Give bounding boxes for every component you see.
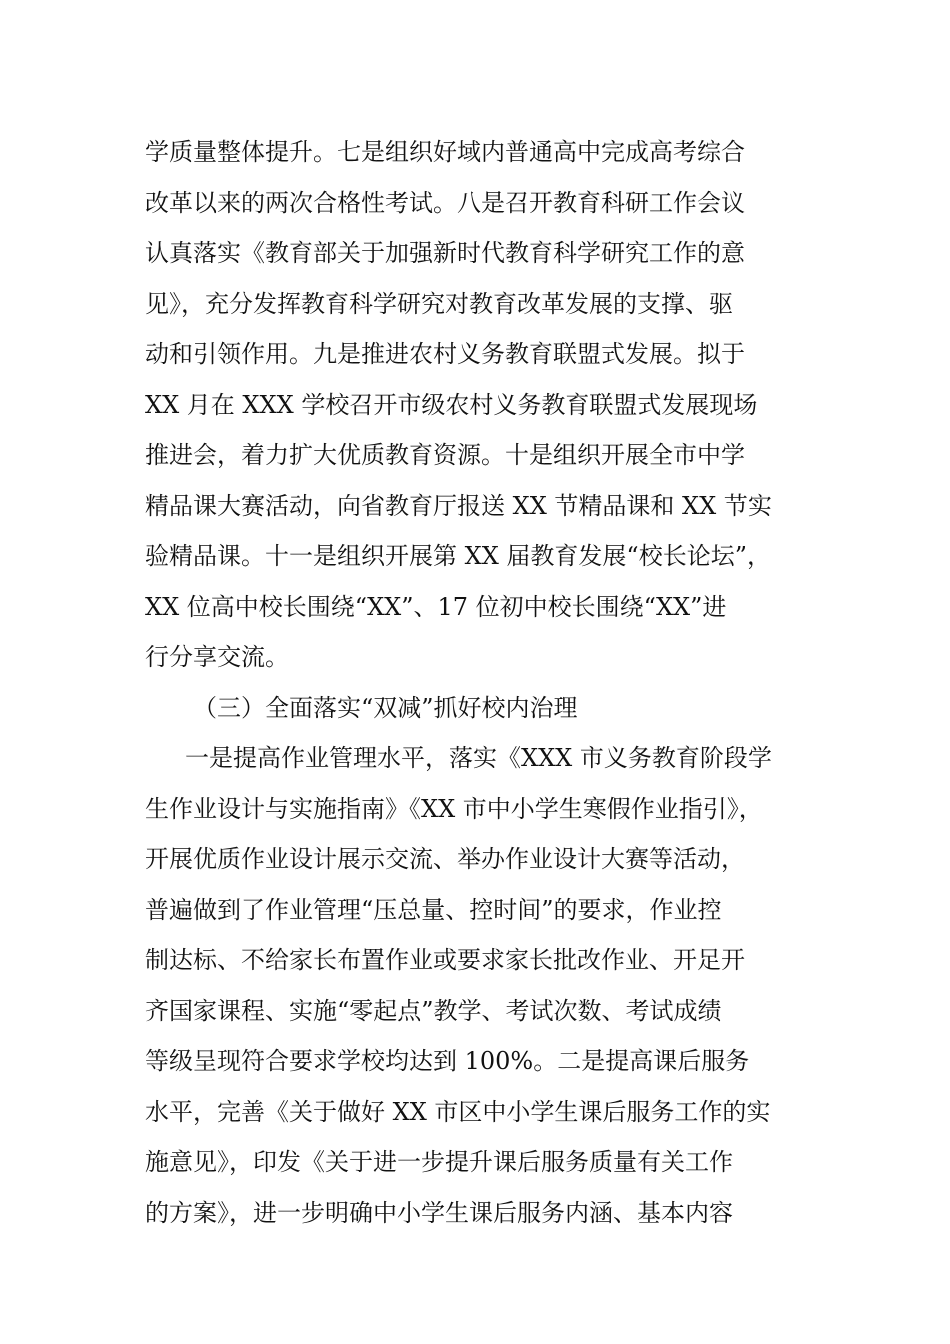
paragraph-first-line: 一是提高作业管理水平，落实《XXX 市义务教育阶段学 [185,744,772,772]
text-line: 学质量整体提升。七是组织好域内普通高中完成高考综合 [145,138,745,166]
text-line: 水平，完善《关于做好 XX 市区中小学生课后服务工作的实 [145,1097,771,1126]
text-line: XX 月在 XXX 学校召开市级农村义务教育联盟式发展现场 [145,390,758,419]
text-line: 的方案》，进一步明确中小学生课后服务内涵、基本内容 [145,1198,733,1227]
text-line: 动和引领作用。九是推进农村义务教育联盟式发展。拟于 [145,340,745,368]
text-line: 普遍做到了作业管理“压总量、控时间”的要求，作业控 [145,895,722,924]
text-line: XX 位高中校长围绕“XX”、17 位初中校长围绕“XX”进 [145,592,727,621]
text-line: 验精品课。十一是组织开展第 XX 届教育发展“校长论坛”， [145,542,771,570]
text-line: 等级呈现符合要求学校均达到 100%。二是提高课后服务 [145,1047,750,1075]
text-line: 齐国家课程、实施“零起点”教学、考试次数、考试成绩 [145,996,722,1025]
text-line: 推进会，着力扩大优质教育资源。十是组织开展全市中学 [145,441,745,469]
text-line: 生作业设计与实施指南》《XX 市中小学生寒假作业指引》， [145,794,763,823]
text-line: 认真落实《教育部关于加强新时代教育科学研究工作的意 [145,239,745,267]
text-line: 制达标、不给家长布置作业或要求家长批改作业、开足开 [145,946,745,974]
text-line: 行分享交流。 [145,643,289,671]
text-line: 见》，充分发挥教育科学研究对教育改革发展的支撑、驱 [145,289,733,318]
text-line: 开展优质作业设计展示交流、举办作业设计大赛等活动， [145,845,745,873]
body-text [145,127,815,1238]
text-line: 施意见》，印发《关于进一步提升课后服务质量有关工作 [145,1148,733,1176]
text-line: 改革以来的两次合格性考试。八是召开教育科研工作会议 [145,188,745,217]
text-line: 精品课大赛活动，向省教育厅报送 XX 节精品课和 XX 节实 [145,491,772,520]
section-heading: （三）全面落实“双减”抓好校内治理 [193,693,578,722]
